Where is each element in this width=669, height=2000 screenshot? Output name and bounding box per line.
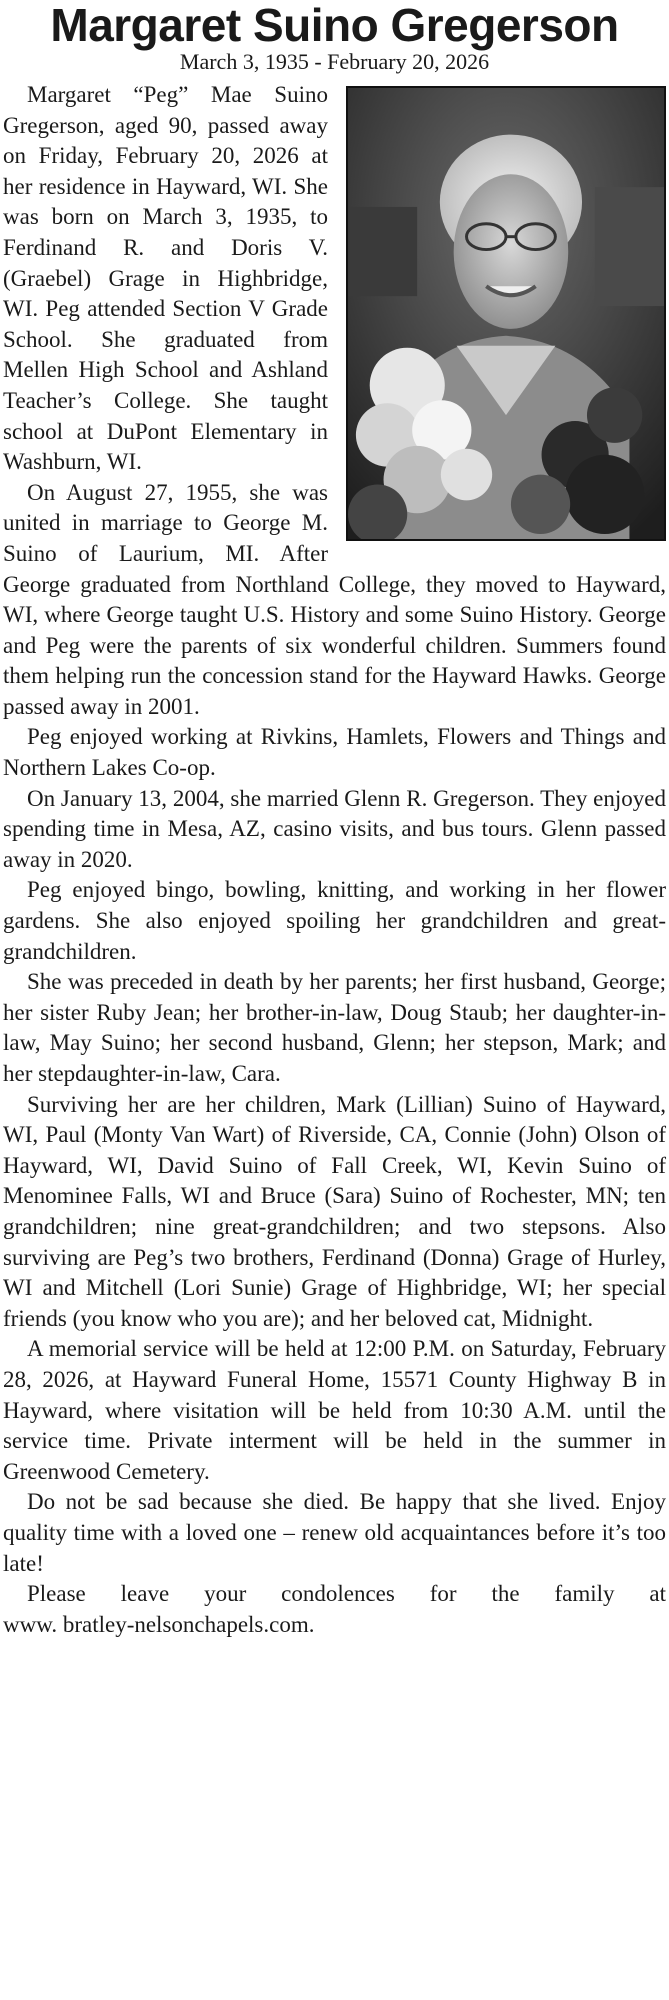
obituary-paragraph: Margaret “Peg” Mae Suino Gregerson, aged 90, passed away on Friday, February 20, 2026 at her residence in Hayward, WI. She was born on March 3, 1935, to Ferdinand R. and Doris V. (Graebel) Grage in Highbridge, WI. Peg attended Section V Grade School. She graduated from Mellen High School and Ashland Teacher’s College. She taught school at DuPont Elementary in Washburn, WI. — [3, 82, 328, 475]
obituary-paragraph: Peg enjoyed working at Rivkins, Hamlets, Flowers and Things and Northern Lakes Co-op. — [3, 724, 666, 781]
portrait-image — [348, 88, 664, 539]
obituary-paragraph: Do not be sad because she died. Be happy that she lived. Enjoy quality time with a loved one – renew old acquaintances before it’s too late! — [3, 1489, 666, 1576]
funeral-home-website-link[interactable]: www. bratley-nelsonchapels.com. — [3, 1611, 315, 1637]
obituary-paragraph: A memorial service will be held at 12:00 P.M. on Saturday, February 28, 2026, at Hayward Funeral Home, 15571 County Highway B in Hayward, where visitation will be held from 10:30 A.M. until the service time. Private interment will be held in the summer in Greenwood Cemetery. — [3, 1336, 666, 1484]
obituary-name: Margaret Suino Gregerson — [50, 0, 619, 51]
portrait-photo — [346, 86, 666, 541]
obituary-paragraph: On January 13, 2004, she married Glenn R. Gregerson. They enjoyed spending time in Mesa, AZ, casino visits, and bus tours. Glenn passed away in 2020. — [3, 785, 666, 872]
obituary-body — [3, 80, 666, 1640]
obituary-paragraph: Peg enjoyed bingo, bowling, knitting, and working in her flower gardens. She also enjoyed spoiling her grandchildren and great-grandchildren. — [3, 877, 666, 964]
obituary-paragraph: Surviving her are her children, Mark (Lillian) Suino of Hayward, WI, Paul (Monty Van Wart) of Riverside, CA, Connie (John) Olson of Hayward, WI, David Suino of Fall Creek, WI, Kevin Suino of Menominee Falls, WI and Bruce (Sara) Suino of Rochester, MN; ten grandchildren; nine great-grandchildren; and two stepsons. Also surviving are Peg’s two brothers, Ferdinand (Donna) Grage of Hurley, WI and Mitchell (Lori Sunie) Grage of Highbridge, WI; her special friends (you know who you are); and her beloved cat, Midnight. — [3, 1091, 666, 1331]
condolence-note — [3, 1579, 666, 1640]
life-dates: March 3, 1935 - February 20, 2026 — [179, 49, 490, 74]
obituary-paragraph: She was preceded in death by her parents; her first husband, George; her sister Ruby Jean; her brother-in-law, Doug Staub; her daughter-in-law, May Suino; her second husband, Glenn; her stepson, Mark; and her stepdaughter-in-law, Cara. — [3, 969, 666, 1086]
obituary-paragraph: On August 27, 1955, she was united in marriage to George M. Suino of Laurium, MI. After George graduated from Northland College, they moved to Hayward, WI, where George taught U.S. History and some Suino History. George and Peg were the parents of six wonderful children. Summers found them helping run the concession stand for the Hayward Hawks. George passed away in 2001. — [3, 479, 666, 719]
condolence-text: Please leave your condolences for the family at — [27, 1581, 666, 1607]
